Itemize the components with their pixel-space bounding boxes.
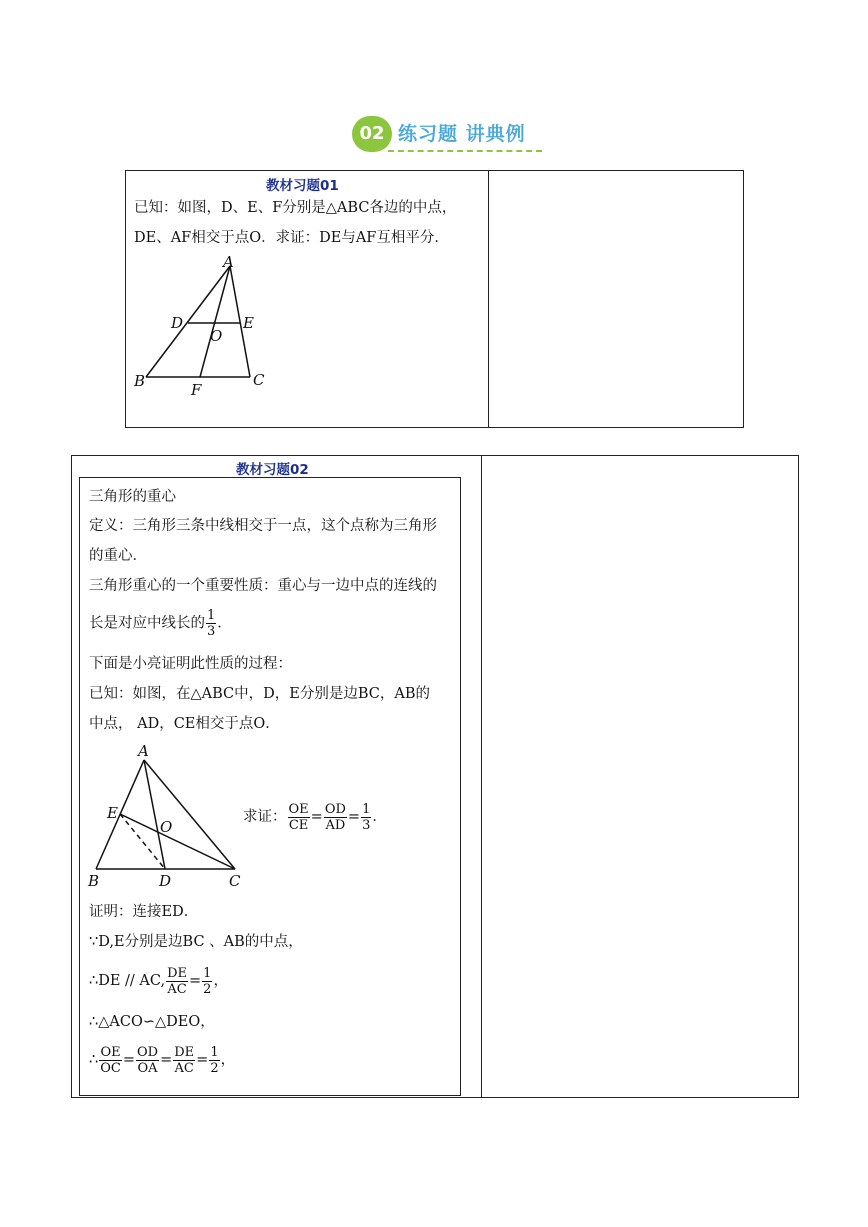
- fraction-one-third: $\frac{1}{3}$: [362, 801, 371, 833]
- fraction-de-ac-2: $\frac{DE}{AC}$: [174, 1044, 195, 1076]
- proof-step4: ∴ $\frac{OE}{OC}$ = $\frac{OD}{OA}$ = $\frac{DE}{AC}$ = $\frac{1}{2}$ ，: [89, 1044, 236, 1076]
- fig2-median-ad: [144, 760, 165, 869]
- exercise2-definition-line1: 定义：三角形三条中线相交于一点，这个点称为三角形: [89, 518, 437, 534]
- exercise2-property-line2: 长是对应中线长的 $\frac{1}{3}$ ．: [89, 608, 232, 639]
- one-third-fraction: $\frac{1}{3}$: [207, 608, 216, 639]
- fig1-label-c: C: [253, 371, 265, 389]
- fig2-label-a: A: [138, 742, 149, 760]
- section-badge: 02: [352, 116, 392, 152]
- proof-line-connect: 证明：连接ED．: [89, 904, 199, 920]
- proof-step2: ∴DE // AC, $\frac{DE}{AC}$ = $\frac{1}{2}$ ，: [89, 965, 228, 997]
- fig1-label-e: E: [243, 314, 254, 332]
- fig2-side-ac: [144, 760, 235, 869]
- fig2-median-ce: [120, 814, 235, 869]
- fraction-one-half-2: $\frac{1}{2}$: [210, 1044, 219, 1076]
- exercise2-definition-line2: 的重心．: [89, 548, 147, 564]
- fig2-label-e: E: [107, 804, 118, 822]
- fig1-side-ab: [146, 266, 230, 377]
- exercise2-heading: 三角形的重心: [89, 489, 176, 505]
- fig1-label-a: A: [223, 253, 234, 271]
- fraction-one-half: $\frac{1}{2}$: [203, 965, 212, 997]
- fig1-label-d: D: [171, 314, 184, 332]
- proof-step1: ∵D,E分别是边BC 、AB的中点，: [89, 934, 303, 950]
- fig1-label-o: O: [210, 327, 223, 345]
- exercise1-title: 教材习题01: [266, 178, 339, 194]
- exercise1-figure: [125, 250, 285, 410]
- exercise1-statement-line1: 已知：如图，D、E、F分别是△ABC各边的中点，: [134, 200, 457, 216]
- fig1-label-b: B: [134, 372, 146, 390]
- exercise1-column-divider: [488, 170, 489, 428]
- exercise1-statement-line2: DE、AF相交于点O．求证：DE与AF互相平分．: [134, 230, 449, 246]
- fig2-label-b: B: [88, 872, 100, 890]
- fraction-od-ad: $\frac{OD}{AD}$: [324, 801, 346, 833]
- fig2-dashed-ed: [120, 814, 165, 869]
- exercise2-prove-statement: 求证： $\frac{OE}{CE}$ = $\frac{OD}{AD}$ = $\frac{1}{3}$ ．: [243, 801, 387, 833]
- fraction-od-oa: $\frac{OD}{OA}$: [137, 1044, 159, 1076]
- fig1-label-f: F: [191, 381, 202, 399]
- section-title-underline: [388, 150, 542, 152]
- exercise2-intro: 下面是小亮证明此性质的过程：: [89, 656, 292, 672]
- proof-step3: ∴△ACO∽△DEO，: [89, 1014, 215, 1030]
- fig2-label-c: C: [229, 872, 241, 890]
- fig1-segment-af: [200, 266, 230, 377]
- fig2-label-o: O: [160, 818, 173, 836]
- exercise2-column-divider: [481, 455, 482, 1098]
- exercise2-property-line1: 三角形重心的一个重要性质：重心与一边中点的连线的: [89, 578, 437, 594]
- fraction-de-ac: $\frac{DE}{AC}$: [167, 965, 188, 997]
- exercise2-title: 教材习题02: [236, 462, 309, 478]
- fraction-oe-oc: $\frac{OE}{OC}$: [100, 1044, 121, 1076]
- section-title: 练习题 讲典例: [398, 123, 526, 145]
- fig2-label-d: D: [159, 872, 172, 890]
- exercise2-given-line2: 中点， AD，CE相交于点O．: [89, 716, 280, 732]
- property-text: 长是对应中线长的: [89, 615, 205, 632]
- exercise2-given-line1: 已知：如图，在△ABC中，D，E分别是边BC，AB的: [89, 686, 430, 702]
- exercise2-figure: [84, 738, 254, 894]
- fraction-oe-ce: $\frac{OE}{CE}$: [288, 801, 309, 833]
